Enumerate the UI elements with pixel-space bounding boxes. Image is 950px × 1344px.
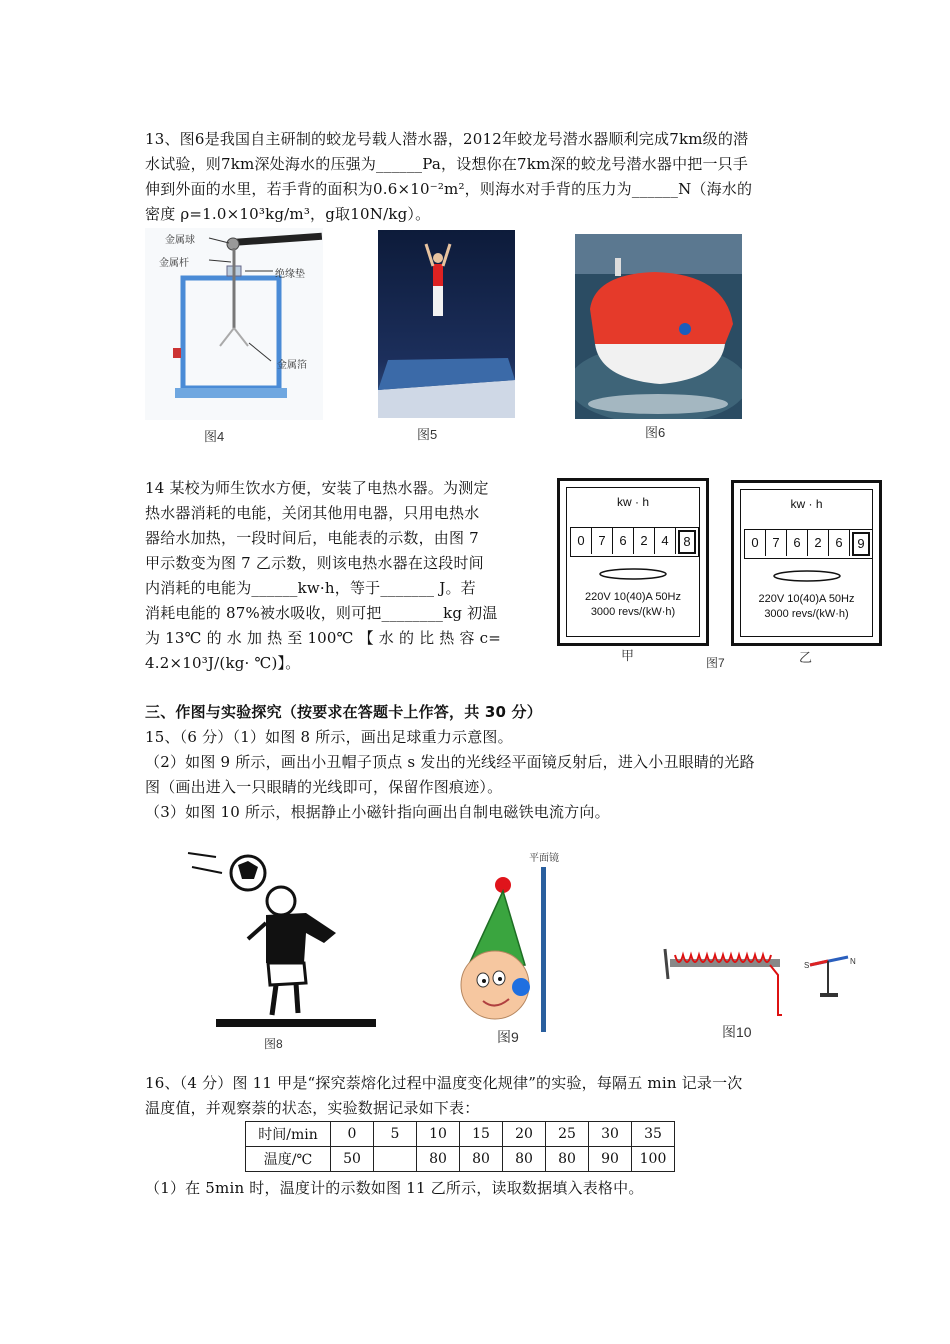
fig10-label-s: S [804,961,810,970]
naphthalene-data-table [245,1121,675,1172]
q15-line-1: 15、（6 分）（1）如图 8 所示，画出足球重力示意图。 [145,728,513,746]
q16-sub-1: （1）在 5min 时，温度计的示数如图 11 乙所示，读取数据填入表格中。 [145,1179,644,1197]
table-cell [374,1147,417,1172]
table-cell: 80 [460,1147,503,1172]
q13-line-1: 13、图6是我国自主研制的蛟龙号载人潜水器，2012年蛟龙号潜水器顺利完成7km级的潜 [145,130,749,148]
meter-jia-spec2: 3000 revs/(kW·h) [590,606,676,618]
q14-line-6: 消耗电能的 87%被水吸收，则可把________kg 初温 [145,604,498,622]
q14-line-3: 器给水加热，一段时间后，电能表的示数，由图 7 [145,529,479,547]
meter-jia-caption: 甲 [621,648,635,663]
digit: 2 [808,530,829,556]
q13-line-4: 密度 ρ=1.0×10³kg/m³，g取10N/kg）。 [145,205,431,223]
fig6-caption: 图6 [645,425,666,440]
fig9-caption: 图9 [497,1029,519,1045]
fig9-mirror-label: 平面镜 [529,853,559,864]
table-cell: 时间/min [246,1122,331,1147]
q14-line-1: 14 某校为师生饮水方便，安装了电热水器。为测定 [145,479,489,497]
figure-9-clown-mirror [455,845,575,1035]
fig4-label-metal-foil: 金属箔 [277,360,307,371]
figure-5-trampoline-photo [378,230,515,418]
digit: 7 [766,530,787,556]
section-3-title: 三、作图与实验探究（按要求在答题卡上作答，共 30 分） [145,703,542,721]
table-row [246,1122,675,1147]
digit-decimal: 8 [678,530,696,554]
table-cell: 80 [546,1147,589,1172]
fig8-caption: 图8 [264,1037,283,1051]
q14-line-2: 热水器消耗的电能，关闭其他用电器，只用电热水 [145,504,480,522]
table-cell: 10 [417,1122,460,1147]
meter-yi-digits [744,529,873,559]
fig4-caption: 图4 [204,429,225,444]
q14-line-4: 甲示数变为图 7 乙示数，则该电热水器在这段时间 [145,554,484,572]
fig4-label-metal-rod: 金属杆 [159,258,189,269]
digit: 4 [655,528,676,554]
q13-line-3: 伸到外面的水里，若手背的面积为0.6×10⁻²m²，则海水对手背的压力为______N（海水的 [145,180,753,198]
q15-line-4: （3）如图 10 所示，根据静止小磁针指向画出自制电磁铁电流方向。 [145,803,610,821]
q13-line-2: 水试验，则7km深处海水的压强为______Pa，设想你在7km深的蛟龙号潜水器中把一只手 [145,155,749,173]
meter-yi-unit: kw · h [790,497,823,511]
meter-yi-caption: 乙 [799,650,813,665]
table-cell: 5 [374,1122,417,1147]
meter-jia-spec1: 220V 10(40)A 50Hz [584,591,681,603]
table-cell: 30 [589,1122,632,1147]
electricity-meter-jia [557,478,709,646]
table-cell: 温度/℃ [246,1147,331,1172]
figure-6-submersible-photo [575,234,742,419]
digit: 6 [829,530,850,556]
fig4-label-metal-ball: 金属球 [165,235,195,246]
table-cell: 15 [460,1122,503,1147]
table-cell: 80 [503,1147,546,1172]
q14-line-8: 4.2×10³J/(kg· ℃)】。 [145,654,301,672]
meter-jia-unit: kw · h [616,495,649,509]
table-cell: 35 [632,1122,675,1147]
fig10-caption: 图10 [722,1024,752,1040]
meter-jia-digits [570,527,699,557]
digit: 0 [571,528,592,554]
table-row [246,1147,675,1172]
table-cell: 100 [632,1147,675,1172]
fig5-caption: 图5 [417,427,438,442]
table-cell: 25 [546,1122,589,1147]
figure-8-football-player [186,843,376,1030]
q15-line-2: （2）如图 9 所示，画出小丑帽子顶点 s 发出的光线经平面镜反射后，进入小丑眼睛的光路 [145,753,755,771]
digit: 6 [613,528,634,554]
q16-line-1: 16、（4 分）图 11 甲是“探究萘熔化过程中温度变化规律”的实验，每隔五 min 记录一次 [145,1074,743,1092]
digit: 7 [592,528,613,554]
table-cell: 90 [589,1147,632,1172]
digit-decimal: 9 [852,532,870,556]
meter-yi-spec1: 220V 10(40)A 50Hz [758,593,855,605]
digit: 2 [634,528,655,554]
table-cell: 80 [417,1147,460,1172]
figure-10-electromagnet [660,945,860,1020]
table-cell: 20 [503,1122,546,1147]
meter-yi-spec2: 3000 revs/(kW·h) [764,608,849,620]
digit: 6 [787,530,808,556]
fig4-label-insulator: 绝缘垫 [275,269,305,280]
digit: 0 [745,530,766,556]
figure-4-electroscope [145,228,323,420]
q15-line-3: 图（画出进入一只眼睛的光线即可，保留作图痕迹）。 [145,778,503,796]
table-cell: 0 [331,1122,374,1147]
fig7-caption: 图7 [706,656,725,670]
q14-line-7: 为 13℃ 的 水 加 热 至 100℃ 【 水 的 比 热 容 c= [145,629,502,647]
fig10-label-n: N [850,957,856,966]
table-cell: 50 [331,1147,374,1172]
q14-line-5: 内消耗的电能为______kw·h，等于_______ J。若 [145,579,476,597]
electricity-meter-yi [731,480,882,646]
q16-line-2: 温度值，并观察萘的状态，实验数据记录如下表： [145,1099,480,1117]
